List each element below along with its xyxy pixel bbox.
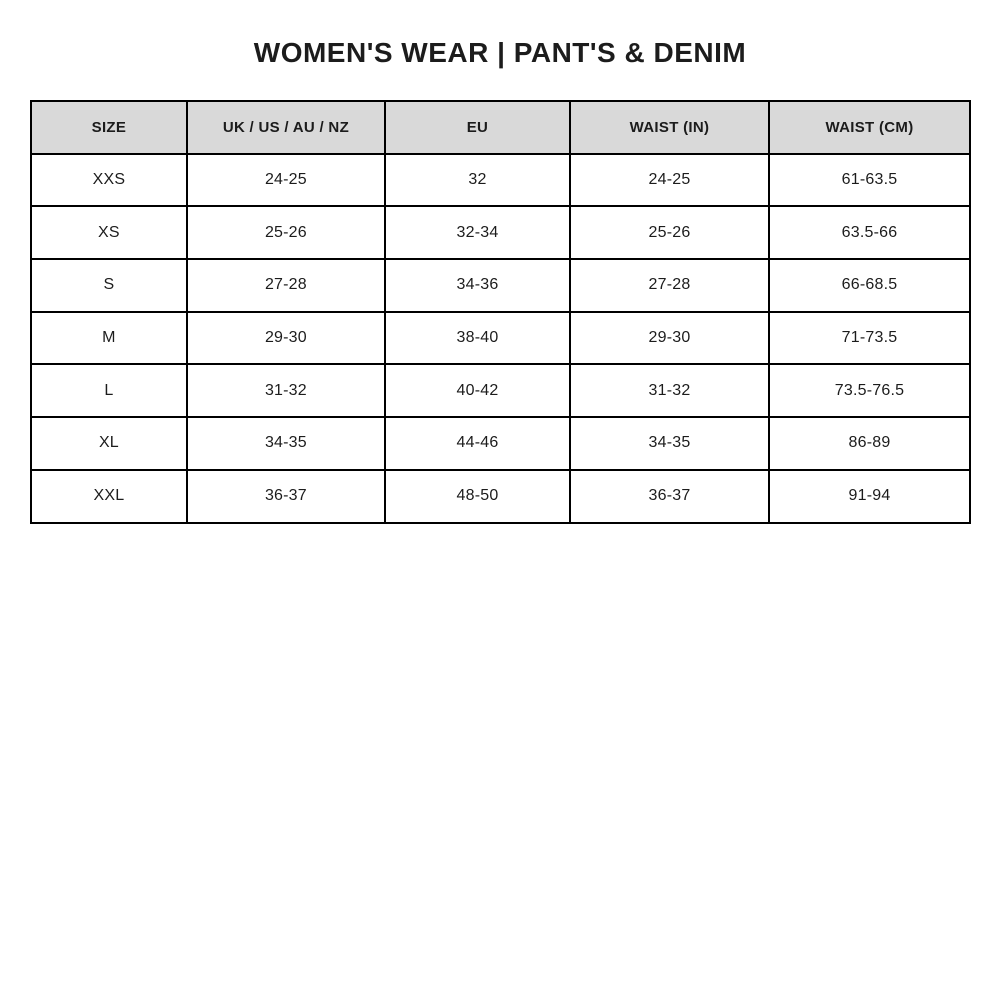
size-chart-table [30, 100, 971, 524]
value-cell: 25-26 [187, 206, 385, 259]
size-cell: S [31, 259, 187, 312]
value-cell: 44-46 [385, 417, 570, 470]
value-cell: 29-30 [570, 312, 769, 365]
value-cell: 31-32 [187, 364, 385, 417]
column-header-2: EU [385, 101, 570, 154]
value-cell: 24-25 [187, 154, 385, 207]
value-cell: 66-68.5 [769, 259, 970, 312]
value-cell: 91-94 [769, 470, 970, 523]
value-cell: 32-34 [385, 206, 570, 259]
value-cell: 34-36 [385, 259, 570, 312]
value-cell: 86-89 [769, 417, 970, 470]
table-row [31, 206, 970, 259]
value-cell: 24-25 [570, 154, 769, 207]
size-cell: XS [31, 206, 187, 259]
value-cell: 36-37 [570, 470, 769, 523]
table-row [31, 312, 970, 365]
value-cell: 38-40 [385, 312, 570, 365]
column-header-0: SIZE [31, 101, 187, 154]
value-cell: 61-63.5 [769, 154, 970, 207]
value-cell: 40-42 [385, 364, 570, 417]
size-cell: XXS [31, 154, 187, 207]
value-cell: 36-37 [187, 470, 385, 523]
size-cell: M [31, 312, 187, 365]
value-cell: 32 [385, 154, 570, 207]
table-header [31, 101, 970, 154]
value-cell: 63.5-66 [769, 206, 970, 259]
value-cell: 27-28 [187, 259, 385, 312]
value-cell: 29-30 [187, 312, 385, 365]
table-row [31, 259, 970, 312]
value-cell: 71-73.5 [769, 312, 970, 365]
value-cell: 27-28 [570, 259, 769, 312]
value-cell: 34-35 [187, 417, 385, 470]
size-cell: XXL [31, 470, 187, 523]
column-header-3: WAIST (IN) [570, 101, 769, 154]
value-cell: 25-26 [570, 206, 769, 259]
value-cell: 34-35 [570, 417, 769, 470]
value-cell: 31-32 [570, 364, 769, 417]
size-cell: XL [31, 417, 187, 470]
value-cell: 48-50 [385, 470, 570, 523]
table-row [31, 417, 970, 470]
value-cell: 73.5-76.5 [769, 364, 970, 417]
table-body [31, 154, 970, 523]
column-header-1: UK / US / AU / NZ [187, 101, 385, 154]
table-row [31, 154, 970, 207]
table-row [31, 470, 970, 523]
header-row [31, 101, 970, 154]
column-header-4: WAIST (CM) [769, 101, 970, 154]
table-row [31, 364, 970, 417]
page-title: WOMEN'S WEAR | PANT'S & DENIM [253, 37, 747, 68]
size-cell: L [31, 364, 187, 417]
